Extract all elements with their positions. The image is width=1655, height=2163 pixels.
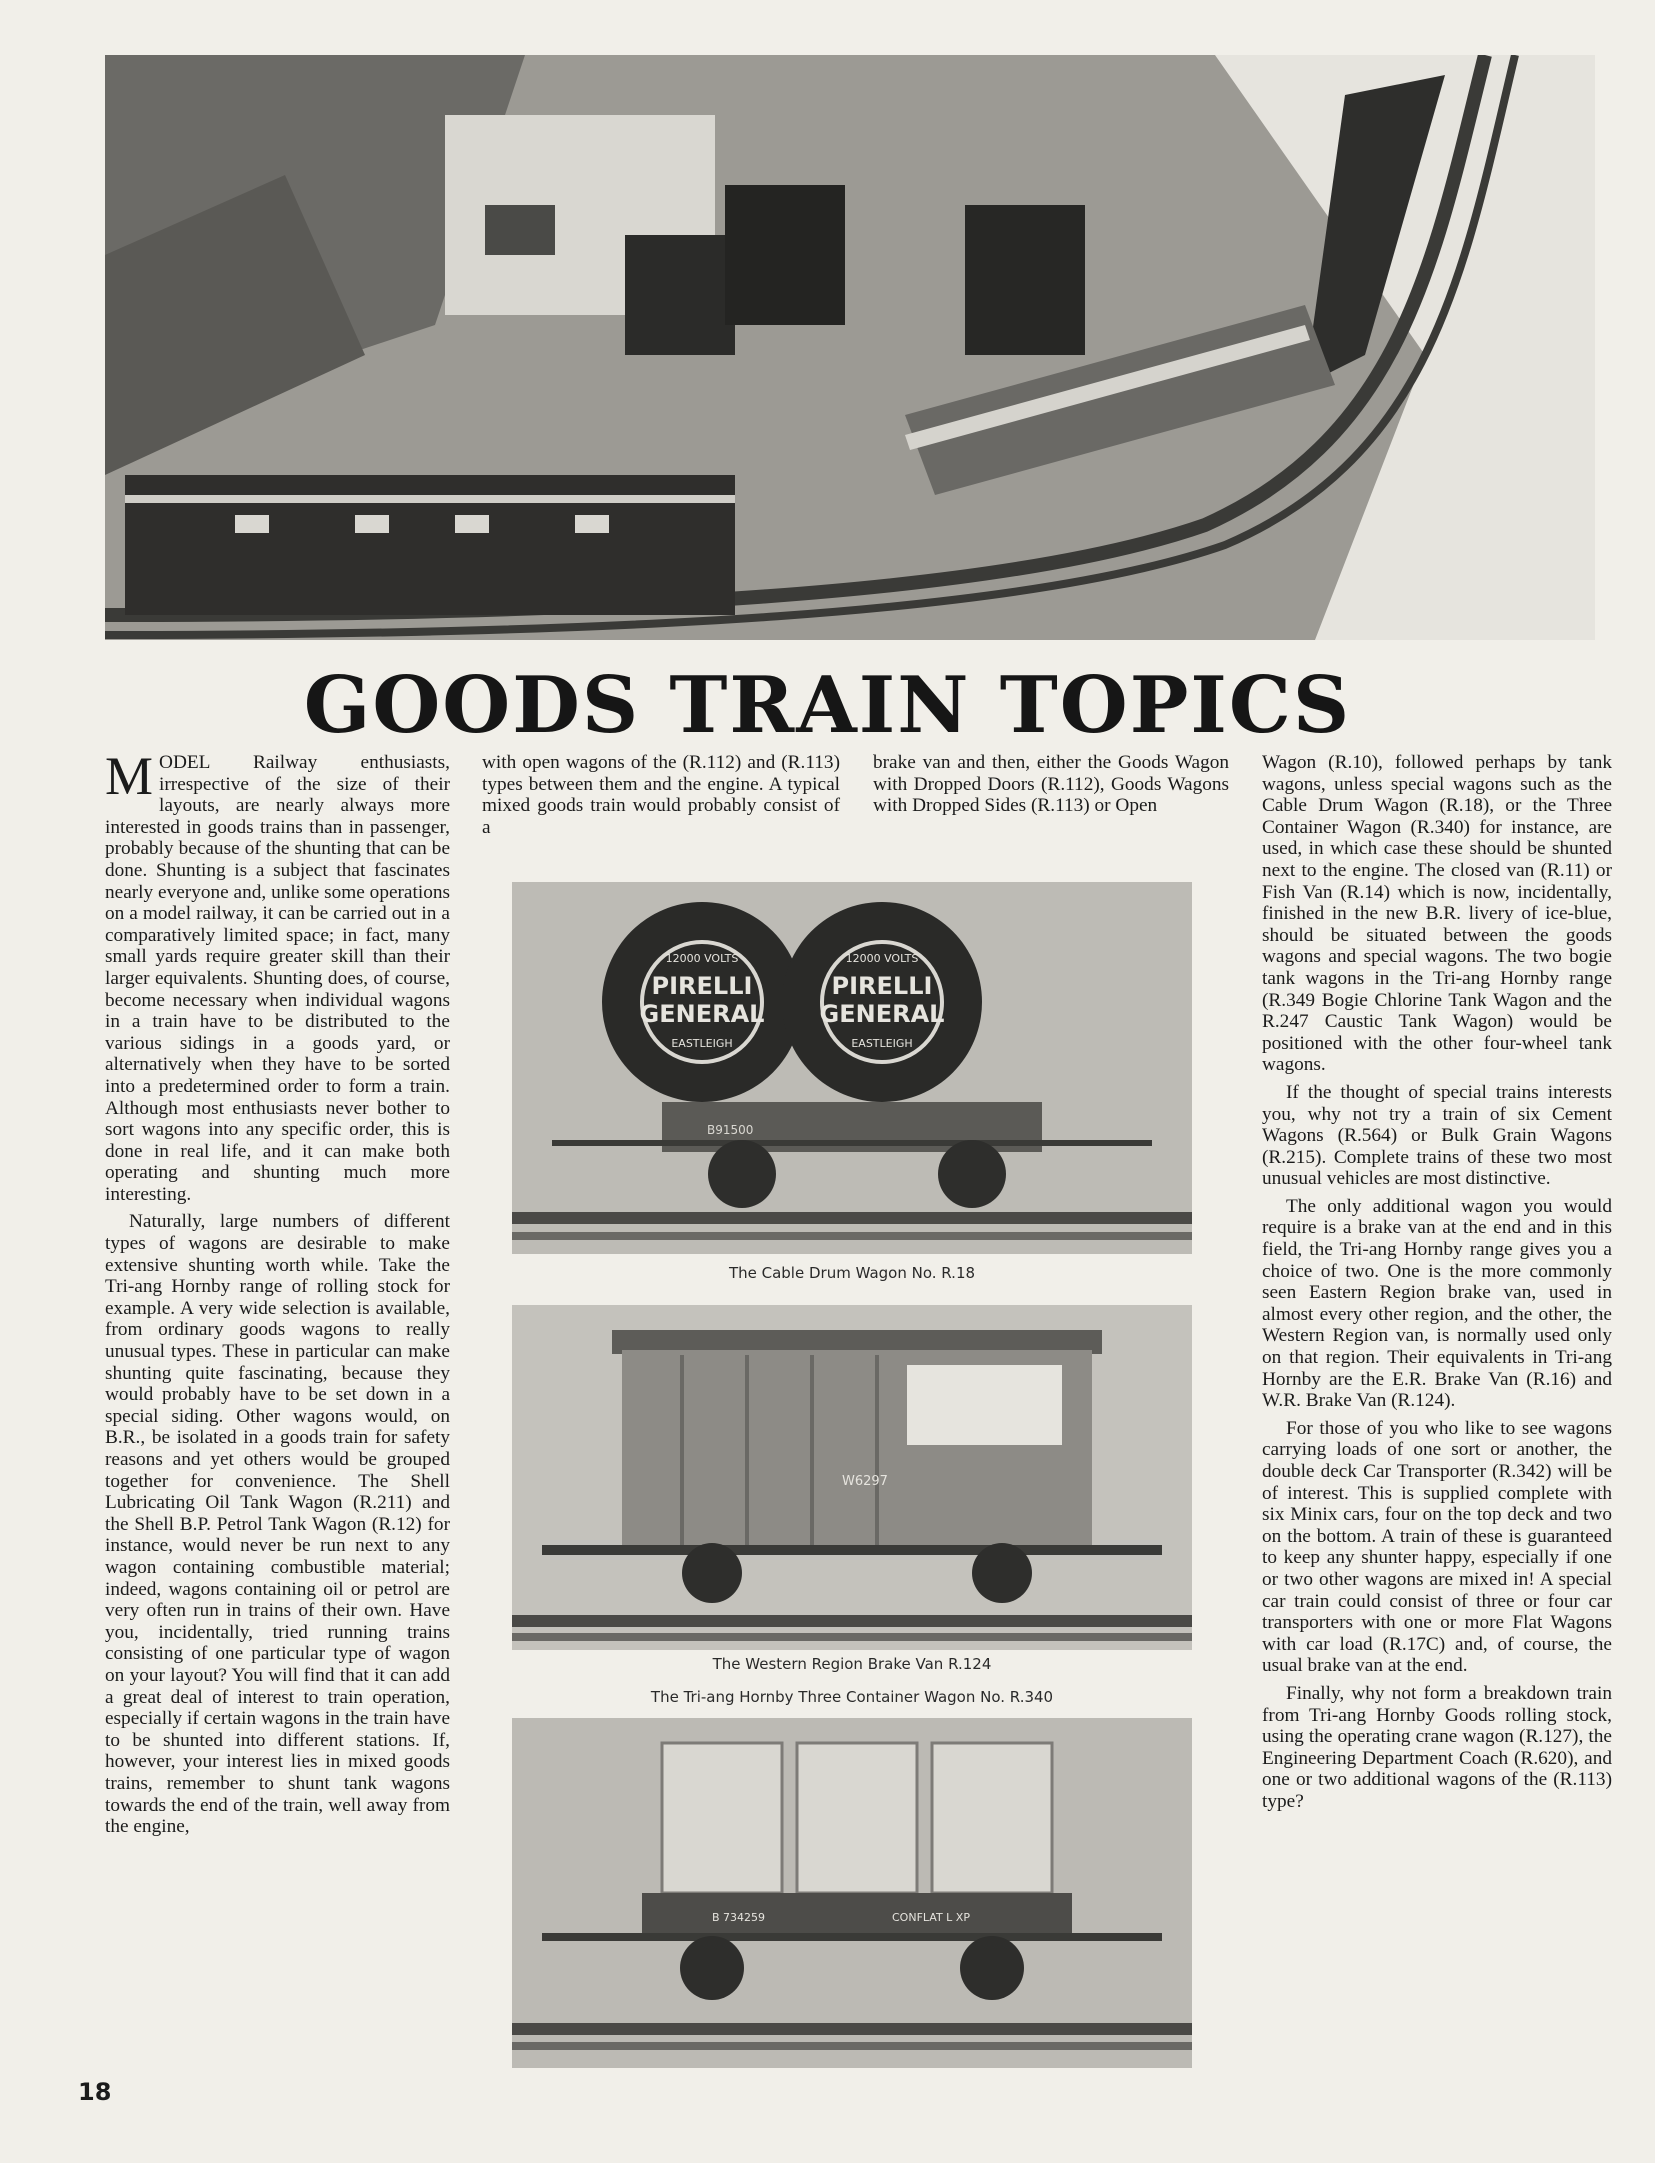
container-wagon-number: B 734259 [712,1911,766,1924]
figure-caption: The Tri-ang Hornby Three Container Wagon No. R.340 [650,1688,1054,1706]
model-railway-layout-photo [105,55,1595,640]
text-column-2 [482,752,840,844]
paragraph-7: The only additional wagon you would require is a brake van at the end and in this field, the Tri-ang Hornby range gives you a choice of two. One is the more commonly seen Eastern Region brake van, used in almost every other region, and the other, the Western Region van, is normally used only on that region. Their equivalents in Tri-ang Hornby are the E.R. Brake Van (R.16) and W.R. Brake Van (R.124). [1262,1195,1612,1412]
paragraph-3: with open wagons of the (R.112) and (R.113) types between them and the engine. A typical mixed goods train would probably consist of a [482,752,840,838]
drum-label-eastleigh-1: EASTLEIGH [671,1037,733,1050]
text-column-1 [105,746,450,1844]
paragraph-2: Naturally, large numbers of different types of wagons are desirable to make extensive shunting worth while. Take the Tri-ang Hornby range of rolling stock for example. A very wide selection is available, from ordinary goods wagons to really unusual types. These in particular can make shunting quite fascinating, because they would probably have to be set down in a special siding. Other wagons would, on B.R., be isolated in a goods train for safety reasons and yet others would be grouped together for convenience. The Shell Lubricating Oil Tank Wagon (R.211) and the Shell B.P. Petrol Tank Wagon (R.12) for instance, would never be run next to any wagon containing combustible material; indeed, wagons containing oil or petrol are very often run in trains of their own. Have you, incidentally, tried running trains consisting of one particular type of wagon on your layout? You will find that it can add a great deal of interest to train operation, especially if certain wagons in the train have to be shunted into different stations. If, however, your interest lies in mixed goods trains, remember to shunt tank wagons towards the end of the train, well away from the engine, [105,1211,450,1838]
brake-van-photo [512,1305,1192,1650]
text-column-4 [1262,752,1612,1819]
drum-label-general-1: GENERAL [639,1000,765,1028]
hero-photo [105,55,1595,640]
text-column-3 [873,752,1229,823]
brake-van-number: W6297 [842,1474,888,1489]
drum-label-volts-2: 12000 VOLTS [845,952,919,965]
paragraph-8: For those of you who like to see wagons carrying loads of one sort or another, the double deck Car Transporter (R.342) will be of interest. This is supplied complete with six Minix cars, four on the top deck and two on the bottom. A train of these is guaranteed to keep any shunter happy, especially if one or two other wagons are mixed in! A special car train could consist of three or four car transporters with one or more Flat Wagons with car load (R.17C) and, of course, the usual brake van at the end. [1262,1417,1612,1677]
drum-label-general-2: GENERAL [819,1000,945,1028]
figure-cable-drum-wagon [512,882,1192,1282]
drum-label-volts-1: 12000 VOLTS [665,952,739,965]
wagon-number: B91500 [707,1123,754,1137]
drum-label-eastleigh-2: EASTLEIGH [851,1037,913,1050]
paragraph-6: If the thought of special trains interests you, why not try a train of six Cement Wagons (R.564) or Bulk Grain Wagons (R.215). Complete trains of these two most unusual vehicles are most distinctive. [1262,1081,1612,1190]
cable-drum-wagon-photo [512,882,1192,1254]
paragraph-1: MODEL Railway enthusiasts, irrespective of the size of their layouts, are nearly always more interested in goods trains than in passenger, probably because of the shunting that can be done. Shunting is a subject that fascinates nearly everyone and, unlike some operations on a model railway, it can be carried out in a comparatively limited space; in fact, many small yards require greater skill than their larger equivalents. Shunting does, of course, become necessary when individual wagons in a train have to be distributed to the various sidings in a goods yard, or alternatively when they have to be sorted into a predetermined order to form a train. Although most enthusiasts never bother to sort wagons into any specific order, this is done in real life, and it can make both operating and shunting much more interesting. [105,746,450,1205]
figure-three-container-wagon [512,1718,1192,2068]
three-container-wagon-photo [512,1718,1192,2068]
figure-brake-van [512,1305,1192,1673]
paragraph-9: Finally, why not form a breakdown train from Tri-ang Hornby Goods rolling stock, using the operating crane wagon (R.127), the Engineering Department Coach (R.620), and one or two additional wagons of the (R.113) type? [1262,1682,1612,1812]
container-wagon-label: CONFLAT L XP [892,1911,970,1924]
drum-label-pirelli-2: PIRELLI [831,972,933,1000]
page-number: 18 [78,2078,112,2106]
article-title: GOODS TRAIN TOPICS [303,660,1352,751]
drum-label-pirelli-1: PIRELLI [651,972,753,1000]
figure-caption: The Western Region Brake Van R.124 [712,1655,992,1673]
figure-caption: The Cable Drum Wagon No. R.18 [728,1264,976,1282]
paragraph-4: brake van and then, either the Goods Wagon with Dropped Doors (R.112), Goods Wagons with Dropped Sides (R.113) or Open [873,752,1229,817]
drop-cap: M [105,746,154,806]
paragraph-5: Wagon (R.10), followed perhaps by tank wagons, unless special wagons such as the Cable Drum Wagon (R.18), or the Three Container Wagon (R.340) for instance, are used, in which case these should be shunted next to the engine. The closed van (R.11) or Fish Van (R.14) which is now, incidentally, finished in the new B.R. livery of ice-blue, should be situated between the goods wagons and special wagons. The two bogie tank wagons in the Tri-ang Hornby range (R.349 Bogie Chlorine Tank Wagon and the R.247 Caustic Tank Wagon) would be positioned with the other four-wheel tank wagons. [1262,752,1612,1076]
